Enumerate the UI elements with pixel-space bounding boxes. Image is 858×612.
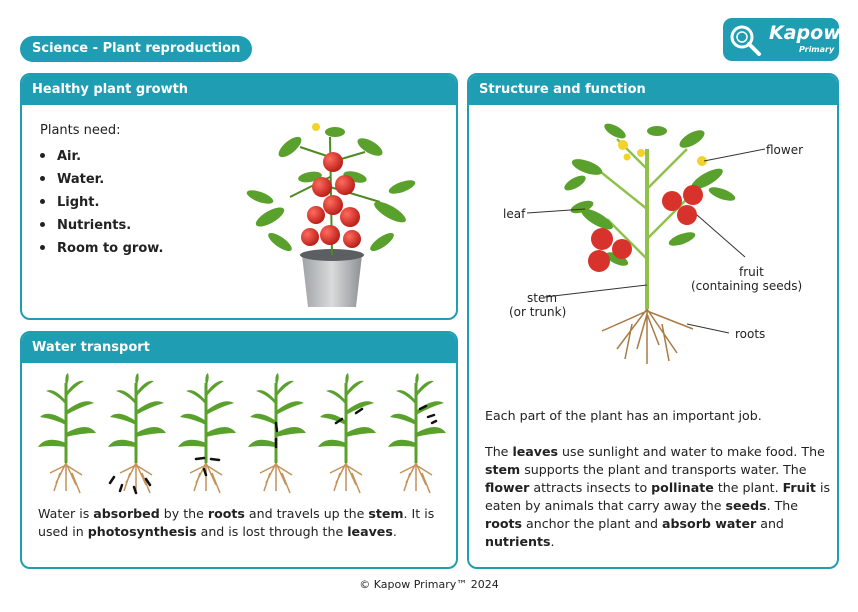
text-run: the plant. <box>713 480 783 495</box>
keyword: absorbed <box>93 506 160 521</box>
list-item: Light. <box>36 191 163 214</box>
plants-need-label: Plants need: <box>40 123 121 138</box>
structure-function-text <box>485 407 830 569</box>
structure-function-title: Structure and function <box>469 75 837 105</box>
list-item: Air. <box>36 145 163 168</box>
keyword: flower <box>485 480 530 495</box>
keyword: pollinate <box>651 480 714 495</box>
logo-name: Kapow <box>769 22 841 44</box>
text-run: and <box>756 516 784 531</box>
water-transport-text <box>38 505 448 541</box>
keyword: Fruit <box>782 480 816 495</box>
kapow-logo <box>723 18 839 61</box>
label-leaf: leaf <box>503 207 526 221</box>
text-run: . <box>550 534 555 549</box>
keyword: stem <box>485 462 521 477</box>
list-item: Room to grow. <box>36 237 163 260</box>
topic-badge: Science - Plant reproduction <box>20 36 252 62</box>
keyword: roots <box>485 516 523 531</box>
keyword: nutrients <box>485 534 551 549</box>
text-run: . The <box>766 498 799 513</box>
keyword: absorb water <box>662 516 757 531</box>
text-run: by the <box>159 506 208 521</box>
healthy-growth-title: Healthy plant growth <box>22 75 456 105</box>
text-run: and is lost through the <box>196 524 348 539</box>
text-run: Water is <box>38 506 94 521</box>
magnifier-icon <box>729 24 763 56</box>
copyright-footer: © Kapow Primary™ 2024 <box>359 578 499 591</box>
roots-drawing <box>602 309 693 364</box>
keyword: leaves <box>347 524 393 539</box>
text-run: . It is used in <box>38 506 435 539</box>
keyword: leaves <box>512 444 559 459</box>
label-flower: flower <box>766 143 804 157</box>
structure-function-panel <box>467 73 839 569</box>
text-run: . <box>392 524 397 539</box>
label-stem: stem <box>527 291 558 305</box>
label-roots: roots <box>735 327 766 341</box>
water-transport-panel <box>20 331 458 569</box>
text-run: The <box>485 444 513 459</box>
keyword: seeds <box>725 498 767 513</box>
water-transport-sequence-image <box>36 373 446 503</box>
text-run: supports the plant and transports water. The <box>520 462 807 477</box>
text-run: is eaten by animals that carry away the <box>485 480 831 513</box>
label-fruit: fruit <box>739 265 764 279</box>
healthy-growth-panel <box>20 73 458 320</box>
keyword: stem <box>368 506 404 521</box>
needs-list <box>36 145 163 260</box>
text-run: attracts insects to <box>529 480 652 495</box>
text-run: use sunlight and water to make food. The <box>558 444 825 459</box>
potted-tomato-plant-image <box>230 117 430 312</box>
list-item: Nutrients. <box>36 214 163 237</box>
keyword: photosynthesis <box>87 524 197 539</box>
list-item: Water. <box>36 168 163 191</box>
label-stem-note: (or trunk) <box>509 305 567 319</box>
structure-explanation <box>485 443 830 551</box>
keyword: roots <box>207 506 245 521</box>
water-transport-title: Water transport <box>22 333 456 363</box>
logo-sub: Primary <box>799 45 835 54</box>
leaves-drawing <box>562 121 737 269</box>
text-run: and travels up the <box>244 506 369 521</box>
label-fruit-note: (containing seeds) <box>691 279 803 293</box>
structure-intro: Each part of the plant has an important job. <box>485 408 762 423</box>
text-run: anchor the plant and <box>522 516 663 531</box>
